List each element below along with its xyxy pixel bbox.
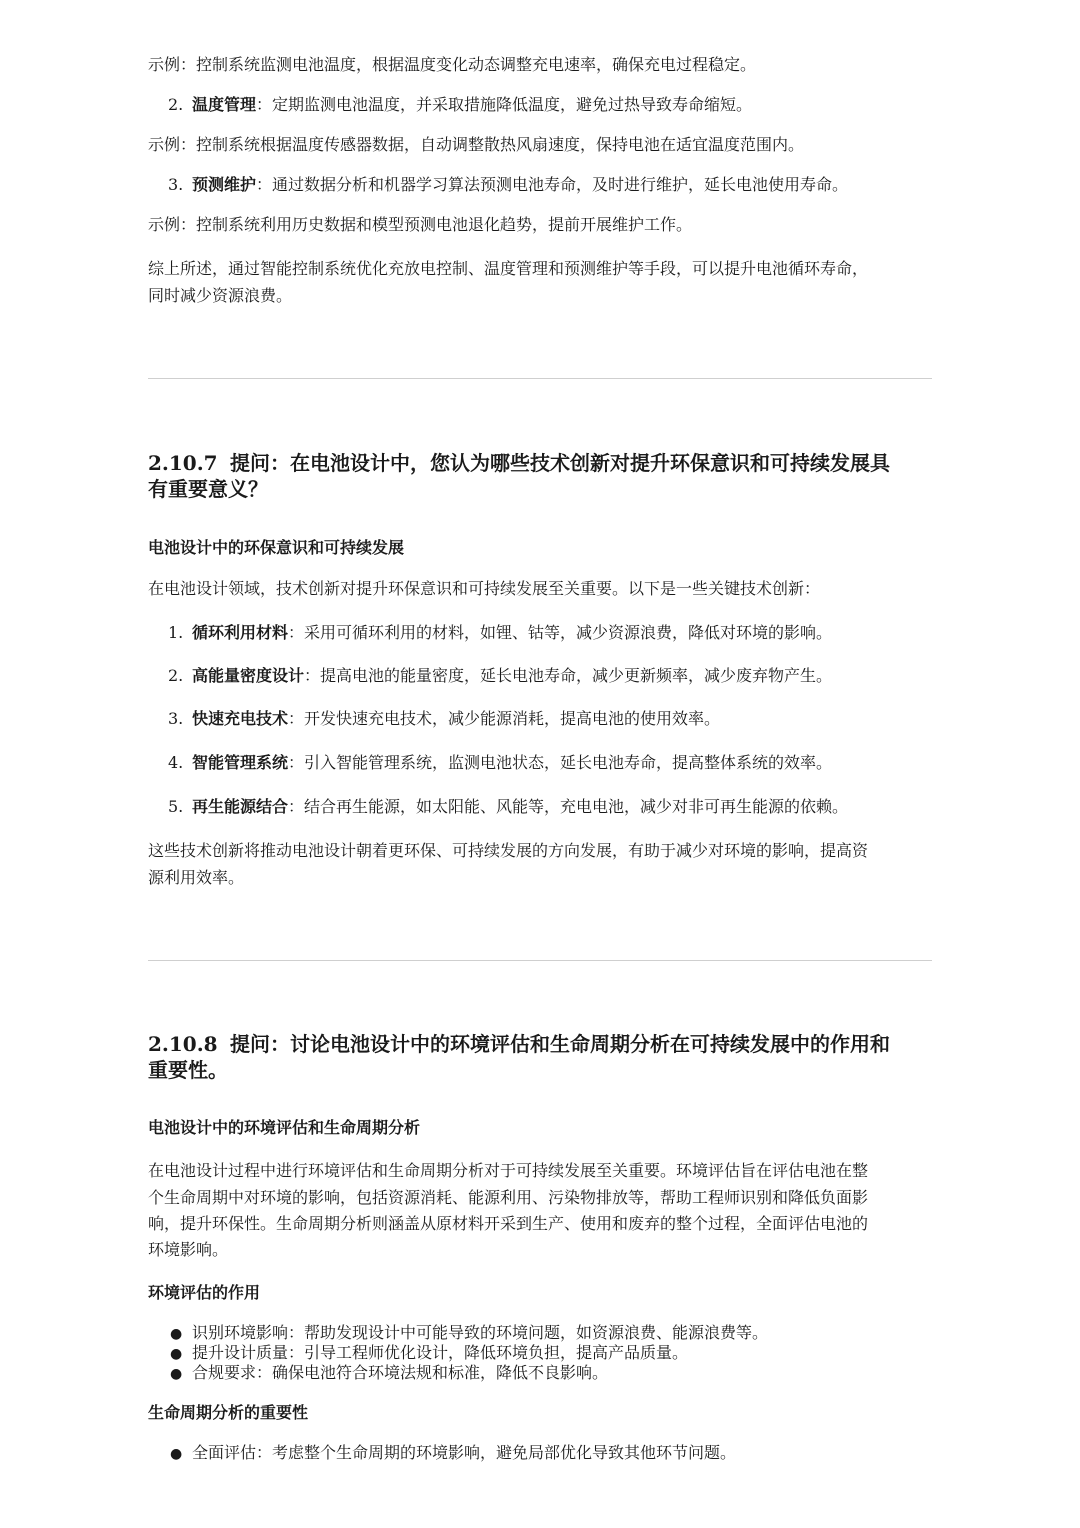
list-term: 循环利用材料 — [192, 623, 289, 642]
bullet-icon: ● — [170, 1366, 183, 1382]
bullet-text: 全面评估：考虑整个生命周期的环境影响，避免局部优化导致其他环节问题。 — [192, 1443, 737, 1462]
bullet-item — [170, 1443, 736, 1464]
section-divider — [148, 960, 932, 961]
list-term: 快速充电技术 — [192, 709, 289, 728]
summary-line: 同时减少资源浪费。 — [148, 286, 293, 305]
list-text: ：结合再生能源，如太阳能、风能等，充电电池，减少对非可再生能源的依赖。 — [288, 797, 849, 816]
section-heading-continued — [148, 476, 932, 502]
list-term: 预测维护 — [192, 175, 257, 194]
bullet-text: 识别环境影响：帮助发现设计中可能导致的环境问题，如资源浪费、能源浪费等。 — [192, 1323, 769, 1342]
summary-line: 综上所述，通过智能控制系统优化充放电控制、温度管理和预测维护等手段，可以提升电池循环寿命， — [148, 259, 869, 278]
list-text: ：开发快速充电技术，减少能源消耗，提高电池的使用效率。 — [288, 709, 721, 728]
list-item — [168, 795, 848, 819]
list-term: 高能量密度设计 — [192, 666, 305, 685]
intro-line: 个生命周期中对环境的影响，包括资源消耗、能源利用、污染物排放等，帮助工程师识别和降低负面影 — [148, 1188, 869, 1207]
example-paragraph: 示例：控制系统根据温度传感器数据，自动调整散热风扇速度，保持电池在适宜温度范围内。 — [148, 135, 805, 154]
section-heading — [148, 450, 932, 476]
intro-paragraph: 在电池设计领域，技术创新对提升环保意识和可持续发展至关重要。以下是一些关键技术创新： — [148, 579, 821, 598]
bullet-icon: ● — [170, 1446, 183, 1462]
list-term: 再生能源结合 — [192, 797, 289, 816]
list-item — [168, 93, 752, 117]
subheading: 电池设计中的环境评估和生命周期分析 — [148, 1118, 421, 1137]
list-item — [168, 751, 832, 775]
bullet-icon: ● — [170, 1326, 183, 1342]
list-number: 3. — [168, 175, 184, 194]
list-number: 2. — [168, 95, 184, 114]
list-text: ：通过数据分析和机器学习算法预测电池寿命，及时进行维护，延长电池使用寿命。 — [256, 175, 849, 194]
section-title-line: 提问：讨论电池设计中的环境评估和生命周期分析在可持续发展中的作用和 — [230, 1032, 890, 1056]
list-text: ：引入智能管理系统，监测电池状态，延长电池寿命，提高整体系统的效率。 — [288, 753, 833, 772]
intro-line: 响，提升环保性。生命周期分析则涵盖从原材料开采到生产、使用和废弃的整个过程，全面评估电池的 — [148, 1214, 869, 1233]
section-heading-continued — [148, 1057, 932, 1083]
bullet-item — [170, 1343, 688, 1364]
example-paragraph: 示例：控制系统利用历史数据和模型预测电池退化趋势，提前开展维护工作。 — [148, 215, 693, 234]
list-term: 智能管理系统 — [192, 753, 289, 772]
list-number: 4. — [168, 753, 184, 772]
section-divider — [148, 378, 932, 379]
subheading: 生命周期分析的重要性 — [148, 1403, 309, 1422]
section-title-line: 重要性。 — [148, 1058, 228, 1082]
example-paragraph: 示例：控制系统监测电池温度，根据温度变化动态调整充电速率，确保充电过程稳定。 — [148, 55, 757, 74]
bullet-text: 提升设计质量：引导工程师优化设计，降低环境负担，提高产品质量。 — [192, 1343, 689, 1362]
list-item — [168, 707, 720, 731]
conclusion-line: 源利用效率。 — [148, 868, 245, 887]
list-text: ：提高电池的能量密度，延长电池寿命，减少更新频率，减少废弃物产生。 — [304, 666, 833, 685]
list-number: 5. — [168, 797, 184, 816]
bullet-item — [170, 1363, 608, 1384]
list-text: ：采用可循环利用的材料，如锂、钴等，减少资源浪费，降低对环境的影响。 — [288, 623, 833, 642]
list-term: 温度管理 — [192, 95, 257, 114]
bullet-icon: ● — [170, 1346, 183, 1362]
list-item — [168, 664, 832, 688]
list-item — [168, 173, 848, 197]
section-number: 2.10.7 — [148, 451, 218, 475]
list-item — [168, 621, 832, 645]
intro-line: 在电池设计过程中进行环境评估和生命周期分析对于可持续发展至关重要。环境评估旨在评估电池在整 — [148, 1161, 869, 1180]
subheading: 环境评估的作用 — [148, 1283, 261, 1302]
list-number: 3. — [168, 709, 184, 728]
section-title-line: 提问：在电池设计中，您认为哪些技术创新对提升环保意识和可持续发展具 — [230, 451, 890, 475]
section-title-line: 有重要意义？ — [148, 477, 268, 501]
bullet-text: 合规要求：确保电池符合环境法规和标准，降低不良影响。 — [192, 1363, 609, 1382]
section-number: 2.10.8 — [148, 1032, 218, 1056]
section-heading — [148, 1031, 932, 1057]
subheading: 电池设计中的环保意识和可持续发展 — [148, 538, 405, 557]
conclusion-line: 这些技术创新将推动电池设计朝着更环保、可持续发展的方向发展，有助于减少对环境的影响，提高资 — [148, 841, 869, 860]
list-number: 2. — [168, 666, 184, 685]
bullet-item — [170, 1323, 768, 1344]
intro-line: 环境影响。 — [148, 1240, 229, 1259]
list-text: ：定期监测电池温度，并采取措施降低温度，避免过热导致寿命缩短。 — [256, 95, 753, 114]
list-number: 1. — [168, 623, 184, 642]
